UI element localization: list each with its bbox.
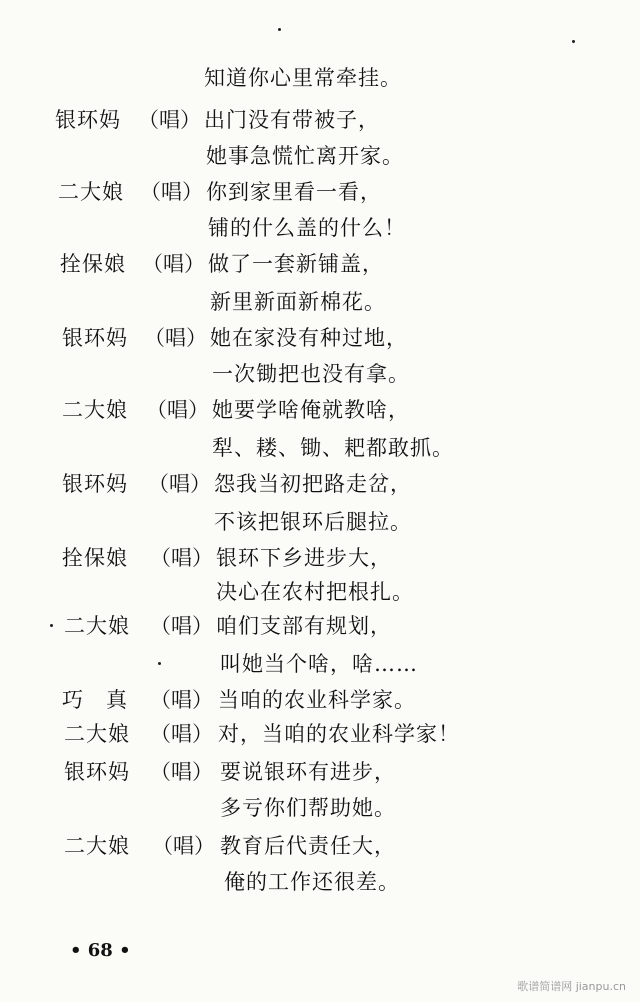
sing-marker: （唱）	[148, 472, 211, 496]
sing-marker: （唱）	[146, 398, 209, 422]
speaker-name: 二大娘	[64, 614, 130, 638]
sing-marker: （唱）	[150, 546, 213, 570]
sing-marker: （唱）	[150, 688, 213, 712]
lyric-line: 新里新面新棉花。	[210, 290, 386, 314]
lyric-line: 犁、耧、锄、耙都敢抓。	[212, 436, 454, 460]
sing-marker: （唱）	[138, 108, 201, 132]
scan-dot	[278, 28, 281, 31]
sing-marker: （唱）	[144, 326, 207, 350]
page-number: • 68 •	[70, 940, 131, 961]
sing-marker: （唱）	[142, 252, 205, 276]
lyric-line: 银环下乡进步大，	[216, 546, 392, 570]
speaker-name: 银环妈	[62, 326, 128, 350]
speaker-name: 巧 真	[62, 688, 128, 712]
speaker-name: 二大娘	[64, 834, 130, 858]
lyric-line: 要说银环有进步，	[220, 760, 396, 784]
lyric-line: 她在家没有种过地，	[210, 326, 408, 350]
lyric-line: 你到家里看一看，	[206, 180, 382, 204]
lyric-line: 一次锄把也没有拿。	[212, 362, 410, 386]
lyric-line: 决心在农村把根扎。	[216, 580, 414, 604]
speaker-name: 银环妈	[64, 760, 130, 784]
lyric-line: 咱们支部有规划，	[216, 614, 392, 638]
sing-marker: （唱）	[150, 722, 213, 746]
lyric-line: 出门没有带被子，	[204, 108, 380, 132]
speaker-name: 二大娘	[64, 722, 130, 746]
speaker-name: 银环妈	[55, 108, 121, 132]
speaker-name: 拴保娘	[60, 252, 126, 276]
speaker-name: 拴保娘	[62, 546, 128, 570]
sing-marker: （唱）	[150, 614, 213, 638]
lyric-line: 怨我当初把路走岔，	[214, 472, 412, 496]
lyric-line: 俺的工作还很差。	[224, 870, 400, 894]
scan-dot	[50, 624, 53, 627]
lyric-line: 不该把银环后腿拉。	[214, 510, 412, 534]
watermark: 歌谱简谱网 jianpu.cn	[517, 980, 626, 993]
lyric-line: 教育后代责任大，	[220, 834, 396, 858]
sing-marker: （唱）	[150, 760, 213, 784]
speaker-name: 二大娘	[58, 180, 124, 204]
lyric-line: 当咱的农业科学家。	[218, 688, 416, 712]
scan-dot	[572, 40, 575, 43]
lyric-line: 知道你心里常牵挂。	[204, 66, 402, 90]
lyric-line: 叫她当个啥，啥……	[220, 652, 418, 676]
lyric-line: 她事急慌忙离开家。	[206, 144, 404, 168]
lyric-line: 做了一套新铺盖，	[208, 252, 384, 276]
lyric-line: 她要学啥俺就教啥，	[212, 398, 410, 422]
lyric-line: 对，当咱的农业科学家！	[218, 722, 460, 746]
speaker-name: 二大娘	[62, 398, 128, 422]
sing-marker: （唱）	[152, 834, 215, 858]
lyric-line: 多亏你们帮助她。	[220, 796, 396, 820]
speaker-name: 银环妈	[62, 472, 128, 496]
sing-marker: （唱）	[140, 180, 203, 204]
scan-dot	[158, 662, 161, 665]
lyric-line: 铺的什么盖的什么！	[208, 216, 406, 240]
